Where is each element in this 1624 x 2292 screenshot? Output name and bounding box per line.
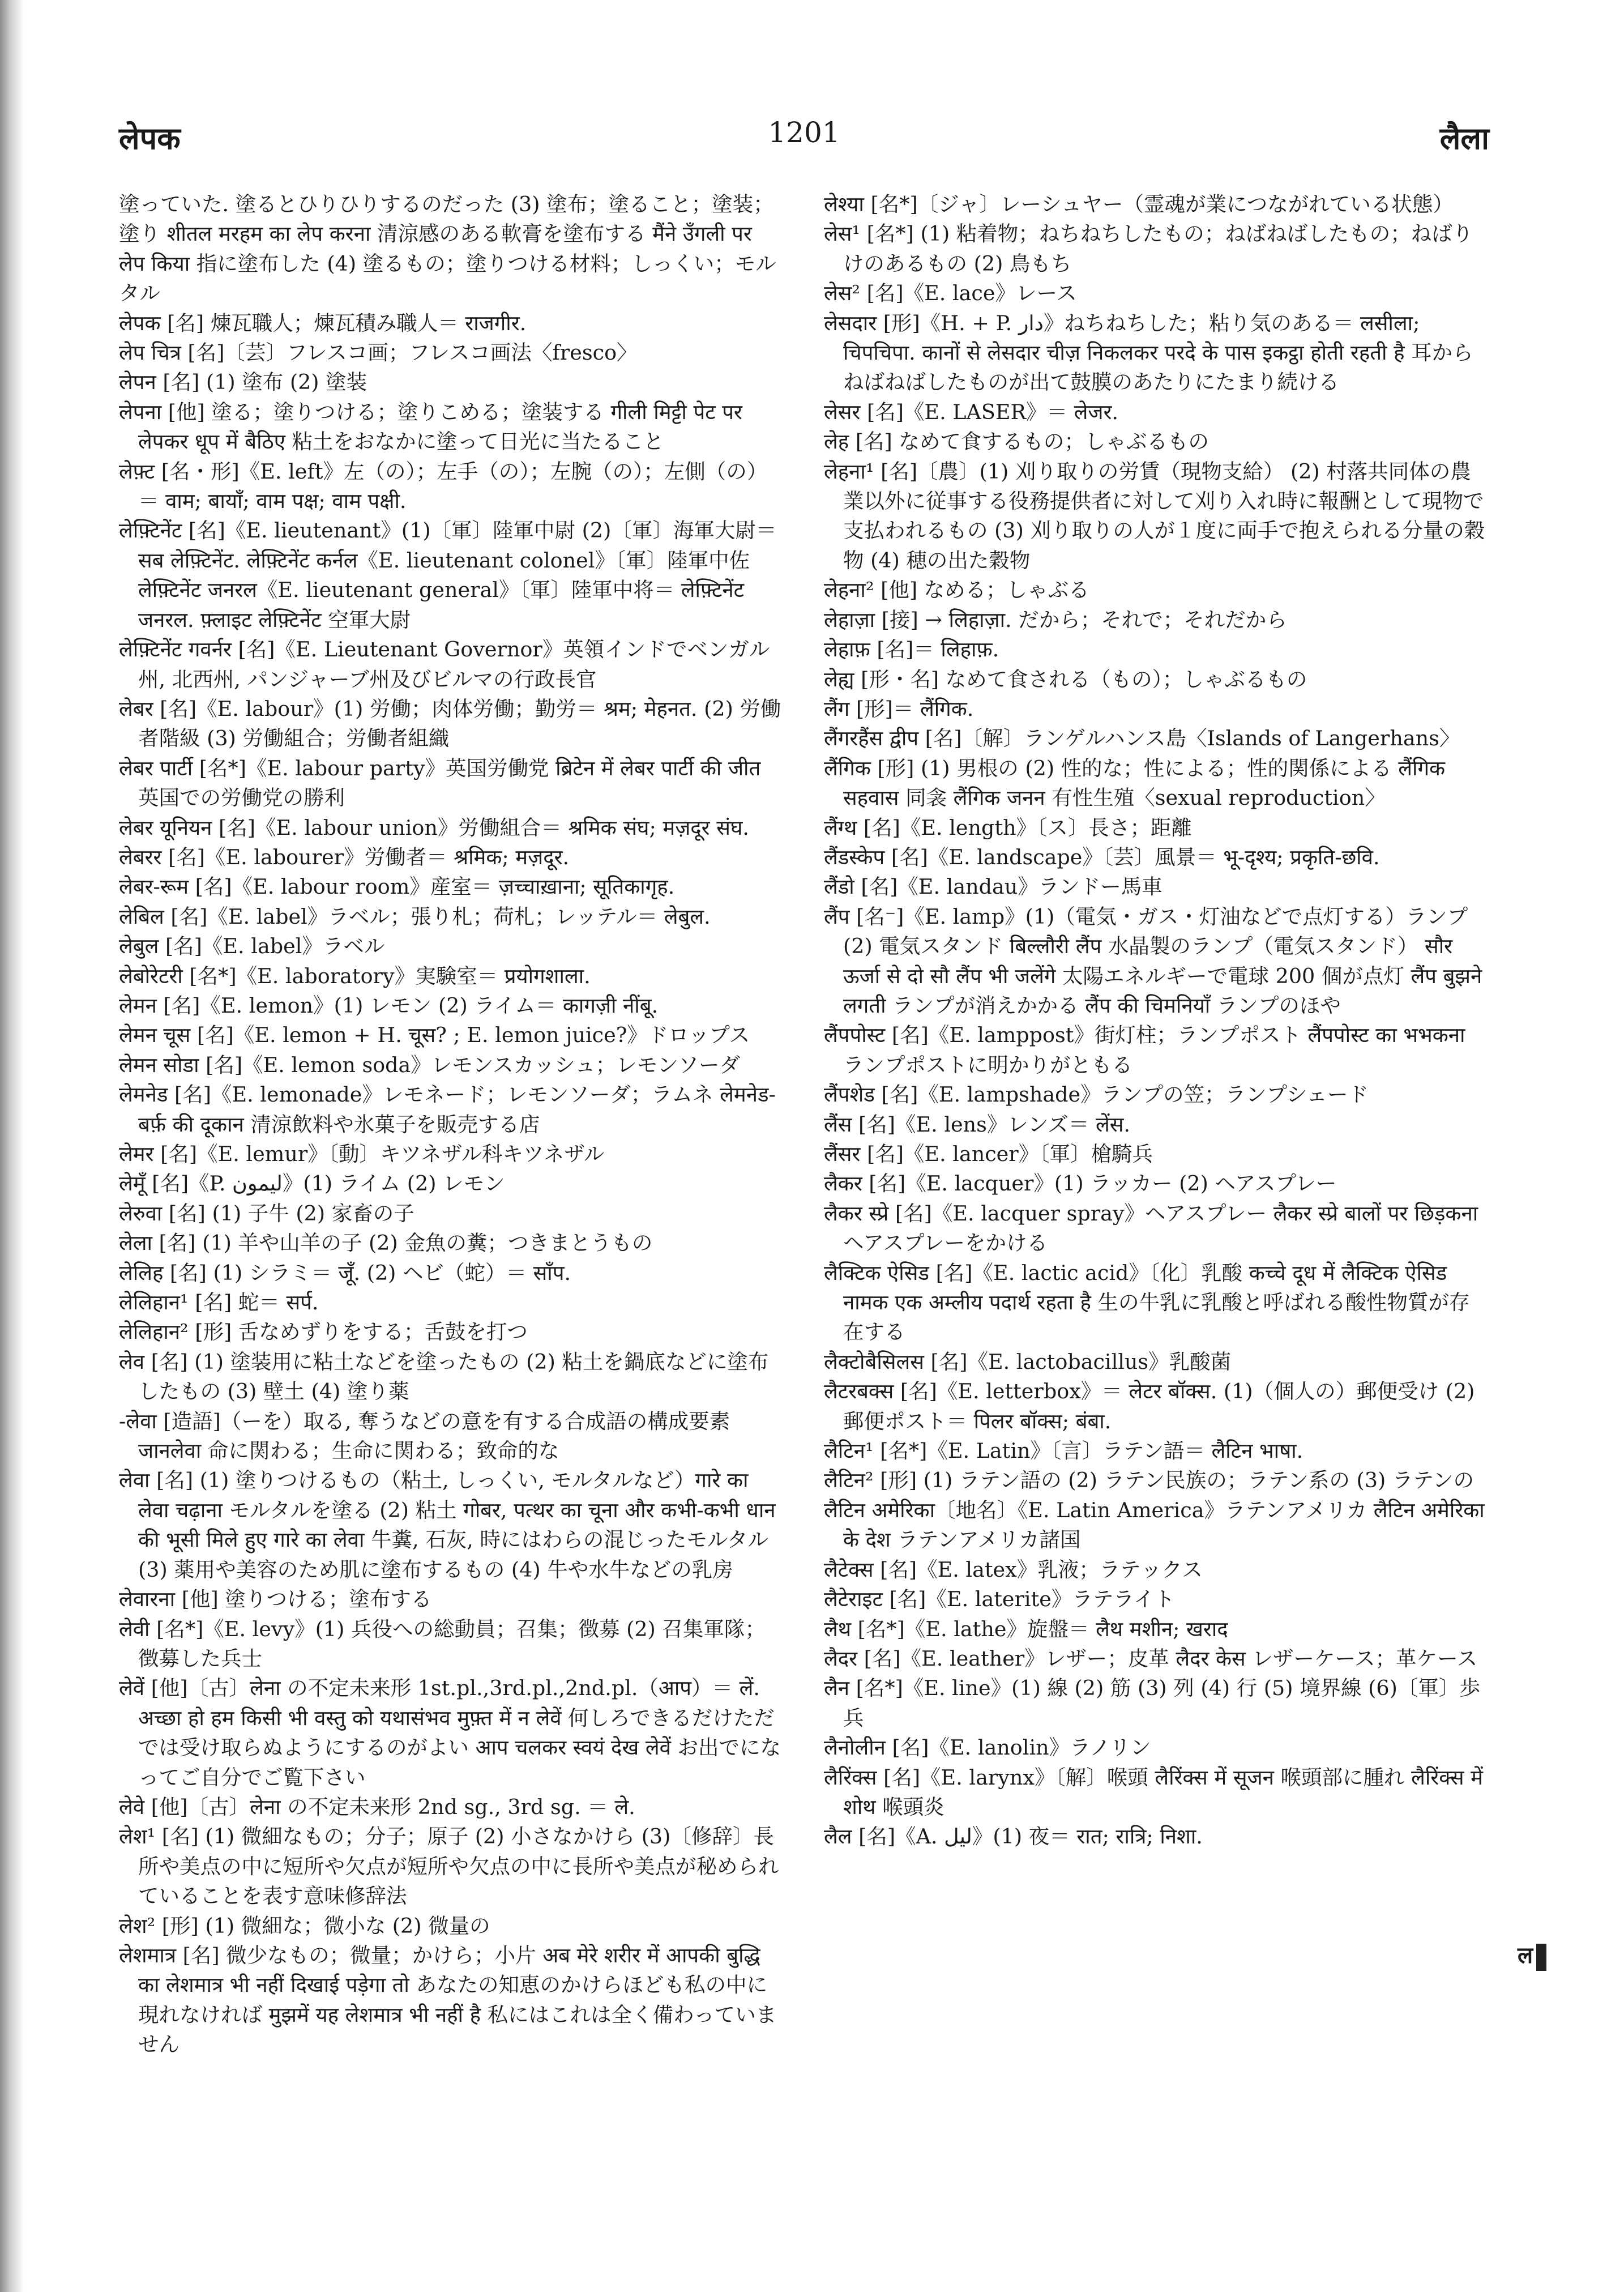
dictionary-entry: लेबर-रूम [名]《E. labour room》産室＝ ज़च्चाख़ाना; सूतिकागृह. (119, 874, 675, 899)
page-header (119, 116, 1489, 161)
dictionary-entry: लैक्टोबैसिलस [名]《E. lactobacillus》乳酸菌 (824, 1349, 1232, 1374)
dictionary-entry: लेमन सोडा [名]《E. lemon soda》レモンスカッシュ；レモンソーダ (119, 1052, 741, 1077)
dictionary-entry: लैटिन² [形] (1) ラテン語の (2) ラテン民族の；ラテン系の (3) ラテンの (824, 1468, 1474, 1493)
dictionary-entry: लैटिन अमेरिका〔地名〕《E. Latin America》ラテンアメリカ लैटिन अमेरिका के देश ラテンアメリカ諸国 (824, 1497, 1485, 1552)
dictionary-entry: लैंपपोस्ट [名]《E. lamppost》街灯柱；ランプポスト लैंपपोस्ट का भभकना ランプポストに明かりがともる (824, 1023, 1465, 1077)
thumb-index-letter: ल (1518, 1942, 1533, 1969)
dictionary-entry: लैंडो [名]《E. landau》ランドー馬車 (824, 874, 1163, 899)
dictionary-entry: लैटरबक्स [名]《E. letterbox》＝ लेटर बॉक्स. (1)（個人の）郵便受け (2) 郵便ポスト＝ पिलर बॉक्स; बंबा. (824, 1379, 1475, 1433)
dictionary-entry: लेसर [名]《E. LASER》＝ लेजर. (824, 399, 1118, 424)
dictionary-entry: लैटेराइट [名]《E. laterite》ラテライト (824, 1587, 1175, 1612)
dictionary-entry: लेपन [名] (1) 塗布 (2) 塗装 (119, 370, 367, 395)
dictionary-entry: लेफ़्टिनेंट गवर्नर [名]《E. Lieutenant Governor》英領インドでベンガル州, 北西州, パンジャーブ州及びビルマの行政長官 (119, 637, 770, 692)
dictionary-entry: लेव [名] (1) 塗装用に粘土などを塗ったもの (2) 粘土を鍋底などに塗布したもの (3) 壁土 (4) 塗り薬 (119, 1349, 769, 1404)
dictionary-entry: लैन [名*]《E. line》(1) 線 (2) 筋 (3) 列 (4) 行 (5) 境界線 (6)〔軍〕歩兵 (824, 1676, 1480, 1730)
dictionary-entry: -लेवा [造語]（ーを）取る, 奪うなどの意を有する合成語の構成要素 जानलेवा 命に関わる；生命に関わる；致命的な (119, 1409, 730, 1463)
dictionary-entry: लेलिहान¹ [名] 蛇＝ सर्प. (119, 1290, 319, 1315)
dictionary-entry: लैरिंक्स [名]《E. larynx》〔解〕喉頭 लैरिंक्स में सूजन 喉頭部に腫れ लैरिंक्स में शोथ 喉頭炎 (824, 1765, 1483, 1819)
dictionary-entry: लेप चित्र [名]〔芸〕フレスコ画；フレスコ画法〈fresco〉 (119, 340, 638, 365)
dictionary-entry: लेशमात्र [名] 微少なもの；微量；かけら；小片 अब मेरे शरीर में आपकी बुद्धि का लेशमात्र भी नहीं दिखाई पड़ेगा तो あなたの知恵のかけらほども私の中に現れなければ मुझमें यह लेशमात्र भी नहीं है 私にはこれは全く備わっていません (119, 1943, 777, 2057)
dictionary-entry: लैंपशेड [名]《E. lampshade》ランプの笠；ランプシェード (824, 1082, 1369, 1107)
dictionary-entry: लेहना² [他] なめる；しゃぶる (824, 578, 1089, 603)
dictionary-entry: लेवे [他]〔古〕लेना の不定未来形 2nd sg., 3rd sg. ＝ ले. (119, 1794, 635, 1819)
right-guide-word: लैला (1439, 120, 1489, 156)
right-column (824, 190, 1486, 1852)
dictionary-entry: लेवें [他]〔古〕लेना の不定未来形 1st.pl.,3rd.pl.,2nd.pl.（आप）＝ लें. अच्छा हो हम किसी भी वस्तु को यथासंभव मुफ़्त में न लेवें 何しろできるだけただでは受け取らぬようにするのがよい आप चलकर स्वयं देख लेवें お出でになってご自分でご覧下さい (119, 1676, 781, 1790)
dictionary-entry: लेफ़्ट [名・形]《E. left》左（の）；左手（の）；左腕（の）；左側（の）＝ वाम; बायाँ; वाम पक्ष; वाम पक्षी. (119, 459, 768, 514)
dictionary-entry: लेला [名] (1) 羊や山羊の子 (2) 金魚の糞；つきまとうもの (119, 1231, 653, 1256)
dictionary-entry: लैल [名]《A. لیل》(1) 夜＝ रात; रात्रि; निशा. (824, 1824, 1203, 1849)
left-guide-word: लेपक (119, 120, 181, 156)
thumb-index-tab (1518, 1940, 1546, 1971)
dictionary-entry: लेलिह [名] (1) シラミ＝ जूँ. (2) ヘビ（蛇）＝ साँप. (119, 1260, 571, 1285)
dictionary-entry: लेफ़्टिनेंट [名]《E. lieutenant》(1)〔軍〕陸軍中尉 (2)〔軍〕海軍大尉＝ सब लेफ़्टिनेंट. लेफ़्टिनेंट कर्नल《E. lieutenant colonel》〔軍〕陸軍中佐 लेफ़्टिनेंट जनरल《E. lieutenant general》〔軍〕陸軍中将＝ लेफ़्टिनेंट जनरल. फ़्लाइट लेफ़्टिनेंट 空軍大尉 (119, 518, 777, 632)
dictionary-entry: लैंडस्केप [名]《E. landscape》〔芸〕風景＝ भू-दृश्य; प्रकृति-छवि. (824, 844, 1380, 869)
dictionary-entry: लेपक [名] 煉瓦職人；煉瓦積み職人＝ राजगीर. (119, 310, 527, 335)
dictionary-entry: लैंगिक [形] (1) 男根の (2) 性的な；性による；性的関係による लैंगिक सहवास 同衾 लैंगिक जनन 有性生殖〈sexual reproduction〉 (824, 756, 1446, 810)
dictionary-entry: लैंस [名]《E. lens》レンズ＝ लेंस. (824, 1112, 1130, 1137)
dictionary-entry: लेवी [名*]《E. levy》(1) 兵役への総動員；召集；徴募 (2) 召集軍隊；徴募した兵士 (119, 1616, 766, 1671)
dictionary-entry: लैथ [名*]《E. lathe》旋盤＝ लैथ मशीन; खराद (824, 1616, 1228, 1641)
dictionary-entry: लेह्य [形・名] なめて食される（もの）；しゃぶるもの (824, 667, 1307, 692)
dictionary-entry: लेरुवा [名] (1) 子牛 (2) 家畜の子 (119, 1201, 414, 1226)
dictionary-entry: लैकर स्प्रे [名]《E. lacquer spray》ヘアスプレー लैकर स्प्रे बालों पर छिड़कना ヘアスプレーをかける (824, 1201, 1478, 1256)
dictionary-entry: लेश्या [名*]〔ジャ〕レーシュヤー（霊魂が業につながれている状態） (824, 192, 1454, 216)
dictionary-entry: लैक्टिक ऐसिड [名]《E. lactic acid》〔化〕乳酸 कच्चे दूध में लैक्टिक ऐसिड नामक एक अम्लीय पदार्थ रहता है 生の牛乳に乳酸と呼ばれる酸性物質が存在する (824, 1260, 1470, 1345)
dictionary-entry: लेवा [名] (1) 塗りつけるもの（粘土, しっくい, モルタルなど）गारे का लेवा चढ़ाना モルタルを塗る (2) 粘土 गोबर, पत्थर का चूना और कभी-कभी धान की भूसी मिले हुए गारे का लेवा 牛糞, 石灰, 時にはわらの混じったモルタル (3) 薬用や美容のため肌に塗布するもの (4) 牛や水牛などの乳房 (119, 1468, 776, 1582)
dictionary-entry: लेबिल [名]《E. label》ラベル；張り札；荷札；レッテル＝ लेबुल. (119, 904, 711, 929)
dictionary-entry: लेलिहान² [形] 舌なめずりをする；舌鼓を打つ (119, 1320, 528, 1345)
dictionary-entry: लेमर [名]《E. lemur》〔動〕キツネザル科キツネザル (119, 1142, 605, 1166)
dictionary-entry: लेस² [名]《E. lace》レース (824, 281, 1077, 306)
dictionary-entry: लैंग्थ [名]《E. length》〔ス〕長さ；距離 (824, 815, 1192, 840)
scan-binding-shadow (0, 0, 24, 2292)
page-number: 1201 (768, 116, 840, 149)
dictionary-entry-continued: 塗っていた. 塗るとひりひりするのだった (3) 塗布；塗ること；塗装；塗り शीतल मरहम का लेप करना 清涼感のある軟膏を塗布する मैंने उँगली पर लेप किया 指に塗布した (4) 塗るもの；塗りつける材料；しっくい；モルタル (119, 192, 776, 306)
dictionary-entry: लेवारना [他] 塗りつける；塗布する (119, 1587, 432, 1612)
dictionary-entry: लेमूँ [名]《P. لیمون》(1) ライム (2) レモン (119, 1171, 505, 1196)
dictionary-entry: लेबर पार्टी [名*]《E. labour party》英国労働党 ब्रिटेन में लेबर पार्टी की जीत 英国での労働党の勝利 (119, 756, 761, 810)
dictionary-entry: लैंप [名⁻]《E. lamp》(1)（電気・ガス・灯油などで点灯する）ランプ (2) 電気スタンド बिल्लौरी लैंप 水晶製のランプ（電気スタンド） सौर ऊर्जा से दो सौ लैंप भी जलेंगे 太陽エネルギーで電球 200 個が点灯 लैंप बुझने लगती ランプが消えかかる लैंप की चिमनियाँ ランプのほや (824, 904, 1482, 1018)
dictionary-entry: लेस¹ [名*] (1) 粘着物；ねちねちしたもの；ねばねばしたもの；ねばりけのあるもの (2) 鳥もち (824, 221, 1473, 276)
dictionary-entry: लेहाफ़ [名]＝ लिहाफ़. (824, 637, 999, 662)
dictionary-entry: लैटिन¹ [名*]《E. Latin》〔言〕ラテン語＝ लैटिन भाषा. (824, 1439, 1304, 1463)
dictionary-entry: लेबुल [名]《E. label》ラベル (119, 934, 385, 959)
dictionary-entry: लैदर [名]《E. leather》レザー；皮革 लैदर केस レザーケース；革ケース (824, 1646, 1478, 1671)
dictionary-entry: लेसदार [形]《H. + P. دار》ねちねちした；粘り気のある＝ लसीला; चिपचिपा. कानों से लेसदार चीज़ निकलकर परदे के पास इकट्ठा होती रहती है 耳からねばねばしたものが出て鼓膜のあたりにたまり続ける (824, 310, 1473, 395)
dictionary-entry: लेबर [名]《E. labour》(1) 労働；肉体労働；勤労＝ श्रम; मेहनत. (2) 労働者階級 (3) 労働組合；労働者組織 (119, 696, 781, 751)
dictionary-entry: लेबर यूनियन [名]《E. labour union》労働組合＝ श्रमिक संघ; मज़दूर संघ. (119, 815, 750, 840)
dictionary-entry: लेमनेड [名]《E. lemonade》レモネード；レモンソーダ；ラムネ लेमनेड-बर्फ़ की दूकान 清涼飲料や氷菓子を販売する店 (119, 1082, 776, 1137)
dictionary-entry: लेश² [形] (1) 微細な；微小な (2) 微量の (119, 1913, 490, 1938)
dictionary-entry: लेश¹ [名] (1) 微細なもの；分子；原子 (2) 小さなかけら (3)〔修辞〕長所や美点の中に短所や欠点が短所や欠点の中に長所や美点が秘められていることを表す意味修辞法 (119, 1824, 779, 1909)
dictionary-entry: लैंसर [名]《E. lancer》〔軍〕槍騎兵 (824, 1142, 1153, 1166)
thumb-index-bar (1536, 1944, 1546, 1971)
dictionary-entry: लेह [名] なめて食するもの；しゃぶるもの (824, 429, 1209, 454)
left-column (119, 190, 781, 2060)
dictionary-entry: लैकर [名]《E. lacquer》(1) ラッカー (2) ヘアスプレー (824, 1171, 1337, 1196)
dictionary-entry: लेबोरेटरी [名*]《E. laboratory》実験室＝ प्रयोगशाला. (119, 963, 591, 988)
dictionary-entry: लैंग [形]＝ लैंगिक. (824, 696, 974, 721)
dictionary-entry: लैंगरहैंस द्वीप [名]〔解〕ランゲルハンス島〈Islands of Langerhans〉 (824, 726, 1460, 751)
dictionary-entry: लैटेक्स [名]《E. latex》乳液；ラテックス (824, 1557, 1203, 1582)
dictionary-entry: लेहना¹ [名]〔農〕(1) 刈り取りの労賃（現物支給） (2) 村落共同体の農業以外に従事する役務提供者に対して刈り入れ時に報酬として現物で支払われるもの (3) 刈り取りの人が１度に両手で抱えられる分量の穀物 (4) 穂の出た穀物 (824, 459, 1485, 573)
dictionary-entry: लेमन चूस [名]《E. lemon + H. चूस? ; E. lemon juice?》ドロップス (119, 1023, 750, 1048)
dictionary-entry: लेमन [名]《E. lemon》(1) レモン (2) ライム＝ कागज़ी नींबू. (119, 993, 659, 1018)
dictionary-entry: लेपना [他] 塗る；塗りつける；塗りこめる；塗装する गीली मिट्टी पेट पर लेपकर धूप में बैठिए 粘土をおなかに塗って日光に当たること (119, 399, 742, 454)
dictionary-entry: लेबरर [名]《E. labourer》労働者＝ श्रमिक; मज़दूर. (119, 844, 570, 869)
dictionary-entry: लैनोलीन [名]《E. lanolin》ラノリン (824, 1735, 1151, 1760)
dictionary-entry: लेहाज़ा [接] → लिहाज़ा. だから；それで；それだから (824, 607, 1287, 632)
